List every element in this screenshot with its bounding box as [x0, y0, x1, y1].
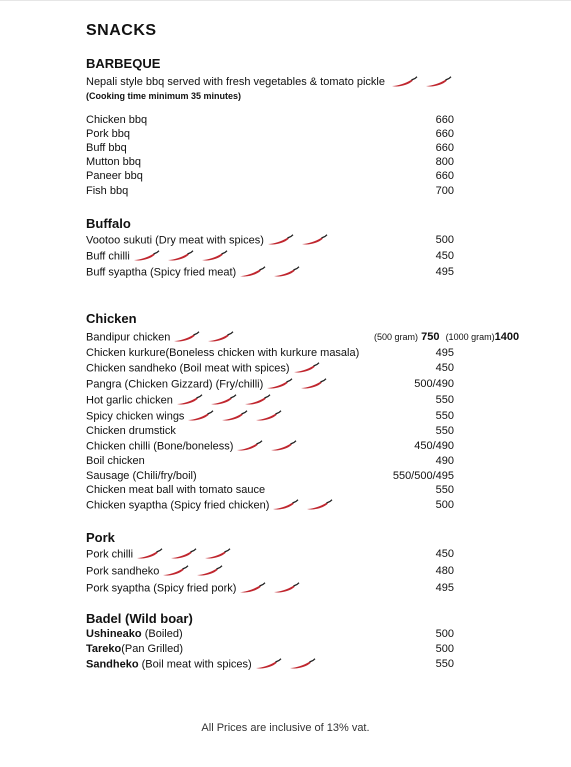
item-price: 480: [435, 565, 454, 577]
item-price: 660: [435, 170, 454, 182]
item-price: 450: [435, 250, 454, 262]
menu-item: [86, 409, 454, 424]
menu-item: [86, 564, 454, 579]
chili-icon: [238, 266, 266, 278]
chili-icon: [266, 234, 294, 246]
menu-item: [86, 483, 454, 498]
chili-icon: [288, 658, 316, 670]
spice-level: [172, 330, 240, 345]
menu-item: [86, 439, 454, 454]
item-name: Pork bbq: [86, 128, 131, 140]
item-name-wrap: [86, 330, 240, 345]
spice-level: [135, 547, 237, 562]
item-price: 495: [435, 266, 454, 278]
item-name: Pork sandheko: [86, 565, 160, 578]
chili-icon: [161, 565, 189, 577]
item-price: 660: [435, 114, 454, 126]
menu-item: [86, 127, 454, 142]
spice-level: [235, 439, 303, 454]
item-name: Ushineako: [86, 628, 142, 640]
item-name-wrap: [86, 642, 183, 657]
spice-level: [238, 581, 306, 596]
spice-level: [265, 377, 333, 392]
barbeque-description: [86, 76, 458, 88]
section-title-barbeque: BARBEQUE: [86, 56, 161, 71]
chili-icon: [272, 582, 300, 594]
item-price: 495: [435, 347, 454, 359]
item-name-wrap: [86, 498, 339, 513]
menu-item-bandipur: [86, 330, 520, 345]
section-title-badel: Badel (Wild boar): [86, 611, 193, 626]
spice-level: [132, 249, 234, 264]
menu-item: [86, 581, 454, 596]
item-name: Chicken chilli (Bone/boneless): [86, 440, 234, 453]
menu-item: [86, 377, 454, 392]
item-name: Chicken meat ball with tomato sauce: [86, 484, 266, 496]
item-detail: (Pan Grilled): [121, 643, 184, 655]
item-price: 550: [435, 658, 454, 670]
item-name-wrap: [86, 409, 288, 424]
chili-icon: [200, 250, 228, 262]
item-name-wrap: [86, 627, 183, 642]
item-name-wrap: [86, 657, 322, 672]
item-name-wrap: [86, 564, 229, 579]
item-price: 500: [435, 234, 454, 246]
menu-item: [86, 627, 454, 642]
menu-item: [86, 346, 454, 361]
item-price: 500: [435, 643, 454, 655]
item-name-wrap: [86, 547, 237, 562]
item-price: 450: [435, 548, 454, 560]
section-title-buffalo: Buffalo: [86, 216, 131, 231]
weight-prices: [374, 330, 519, 345]
item-price: 660: [435, 128, 454, 140]
chili-icon: [235, 440, 263, 452]
chili-icon: [166, 250, 194, 262]
section-title-chicken: Chicken: [86, 311, 137, 326]
chili-icon: [186, 410, 214, 422]
top-divider: [0, 0, 571, 1]
chili-icon: [390, 76, 418, 88]
item-detail: (Boil meat with spices): [138, 658, 252, 671]
item-name: Pork chilli: [86, 548, 134, 561]
chili-icon: [305, 499, 333, 511]
menu-item: [86, 547, 454, 562]
item-name: Vootoo sukuti (Dry meat with spices): [86, 234, 264, 247]
spice-level: [238, 265, 306, 280]
item-name: Boil chicken: [86, 455, 145, 467]
item-price: 500: [435, 499, 454, 511]
item-price: 550: [435, 394, 454, 406]
item-name-wrap: [86, 265, 306, 280]
spice-level: [292, 361, 326, 376]
chili-icon: [203, 548, 231, 560]
menu-item: [86, 657, 454, 672]
item-name: Pangra (Chicken Gizzard) (Fry/chilli): [86, 378, 264, 391]
menu-item: [86, 498, 454, 513]
item-name-wrap: [86, 393, 277, 408]
item-price: 800: [435, 156, 454, 168]
chili-icon: [272, 266, 300, 278]
item-price: 500/490: [414, 378, 454, 390]
item-name: Buff bbq: [86, 142, 127, 154]
item-name: Sausage (Chili/fry/boil): [86, 470, 197, 482]
price-1000g: 1400: [494, 331, 520, 343]
item-name: Sandheko: [86, 658, 139, 671]
spice-level: [186, 409, 288, 424]
footer-note: All Prices are inclusive of 13% vat.: [201, 722, 370, 734]
item-name: Buff chilli: [86, 250, 130, 263]
menu-item: [86, 642, 454, 657]
page-title: SNACKS: [86, 22, 157, 39]
chili-icon: [299, 378, 327, 390]
item-name: Buff syaptha (Spicy fried meat): [86, 266, 237, 279]
item-name: Fish bbq: [86, 185, 129, 197]
menu-item: [86, 233, 454, 248]
item-name-wrap: [86, 249, 234, 264]
chili-icon: [265, 378, 293, 390]
weight-label-500g: (500 gram): [374, 332, 419, 342]
chili-icon: [238, 582, 266, 594]
spice-level: [254, 657, 322, 672]
chili-icon: [172, 331, 200, 343]
chili-icon: [243, 394, 271, 406]
item-name: Paneer bbq: [86, 170, 143, 182]
item-name: Chicken bbq: [86, 114, 148, 126]
chili-icon: [254, 658, 282, 670]
chili-icon: [292, 362, 320, 374]
item-price: 490: [435, 455, 454, 467]
item-name: Hot garlic chicken: [86, 394, 173, 407]
item-price: 660: [435, 142, 454, 154]
chili-icon: [300, 234, 328, 246]
item-price: 700: [435, 185, 454, 197]
item-price: 550: [435, 425, 454, 437]
item-detail: (Boiled): [141, 628, 183, 640]
item-name: Chicken drumstick: [86, 425, 176, 437]
menu-item: [86, 113, 454, 128]
chili-icon: [269, 440, 297, 452]
menu-item: [86, 469, 454, 484]
item-price: 450/490: [414, 440, 454, 452]
chili-icon: [220, 410, 248, 422]
menu-item: [86, 184, 454, 199]
item-name-wrap: [86, 439, 303, 454]
item-price: 495: [435, 582, 454, 594]
item-price: 550/500/495: [392, 470, 454, 482]
weight-label-1000g: (1000 gram): [445, 332, 495, 342]
chili-icon: [254, 410, 282, 422]
menu-item: [86, 265, 454, 280]
item-name: Chicken sandheko (Boil meat with spices): [86, 362, 290, 375]
item-price: 450: [435, 362, 454, 374]
menu-item: [86, 249, 454, 264]
item-name-wrap: [86, 233, 334, 248]
spice-level: [390, 76, 458, 88]
section-title-pork: Pork: [86, 530, 115, 545]
item-name: Mutton bbq: [86, 156, 142, 168]
chili-icon: [271, 499, 299, 511]
menu-item: [86, 424, 454, 439]
chili-icon: [424, 76, 452, 88]
barbeque-note: (Cooking time minimum 35 minutes): [86, 91, 242, 101]
spice-level: [271, 498, 339, 513]
item-name: Chicken syaptha (Spicy fried chicken): [86, 499, 270, 512]
chili-icon: [209, 394, 237, 406]
item-name-wrap: [86, 377, 333, 392]
menu-item: [86, 141, 454, 156]
item-name: Tareko: [86, 643, 122, 655]
chili-icon: [135, 548, 163, 560]
price-500g: 750: [421, 331, 440, 343]
item-name-wrap: [86, 581, 306, 596]
item-price: 550: [435, 484, 454, 496]
spice-level: [175, 393, 277, 408]
chili-icon: [169, 548, 197, 560]
menu-item: [86, 361, 454, 376]
spice-level: [266, 233, 334, 248]
item-name: Pork syaptha (Spicy fried pork): [86, 582, 237, 595]
chili-icon: [132, 250, 160, 262]
item-name: Spicy chicken wings: [86, 410, 185, 423]
chili-icon: [195, 565, 223, 577]
barbeque-description-text: Nepali style bbq served with fresh vegetables & tomato pickle: [86, 76, 385, 88]
menu-item: [86, 393, 454, 408]
spice-level: [161, 564, 229, 579]
item-price: 500: [435, 628, 454, 640]
menu-item: [86, 155, 454, 170]
menu-item: [86, 169, 454, 184]
menu-item: [86, 454, 454, 469]
item-price: 550: [435, 410, 454, 422]
chili-icon: [175, 394, 203, 406]
chili-icon: [206, 331, 234, 343]
item-name: Bandipur chicken: [86, 331, 171, 344]
item-name-wrap: [86, 361, 326, 376]
item-name: Chicken kurkure(Boneless chicken with kurkure masala): [86, 347, 360, 359]
